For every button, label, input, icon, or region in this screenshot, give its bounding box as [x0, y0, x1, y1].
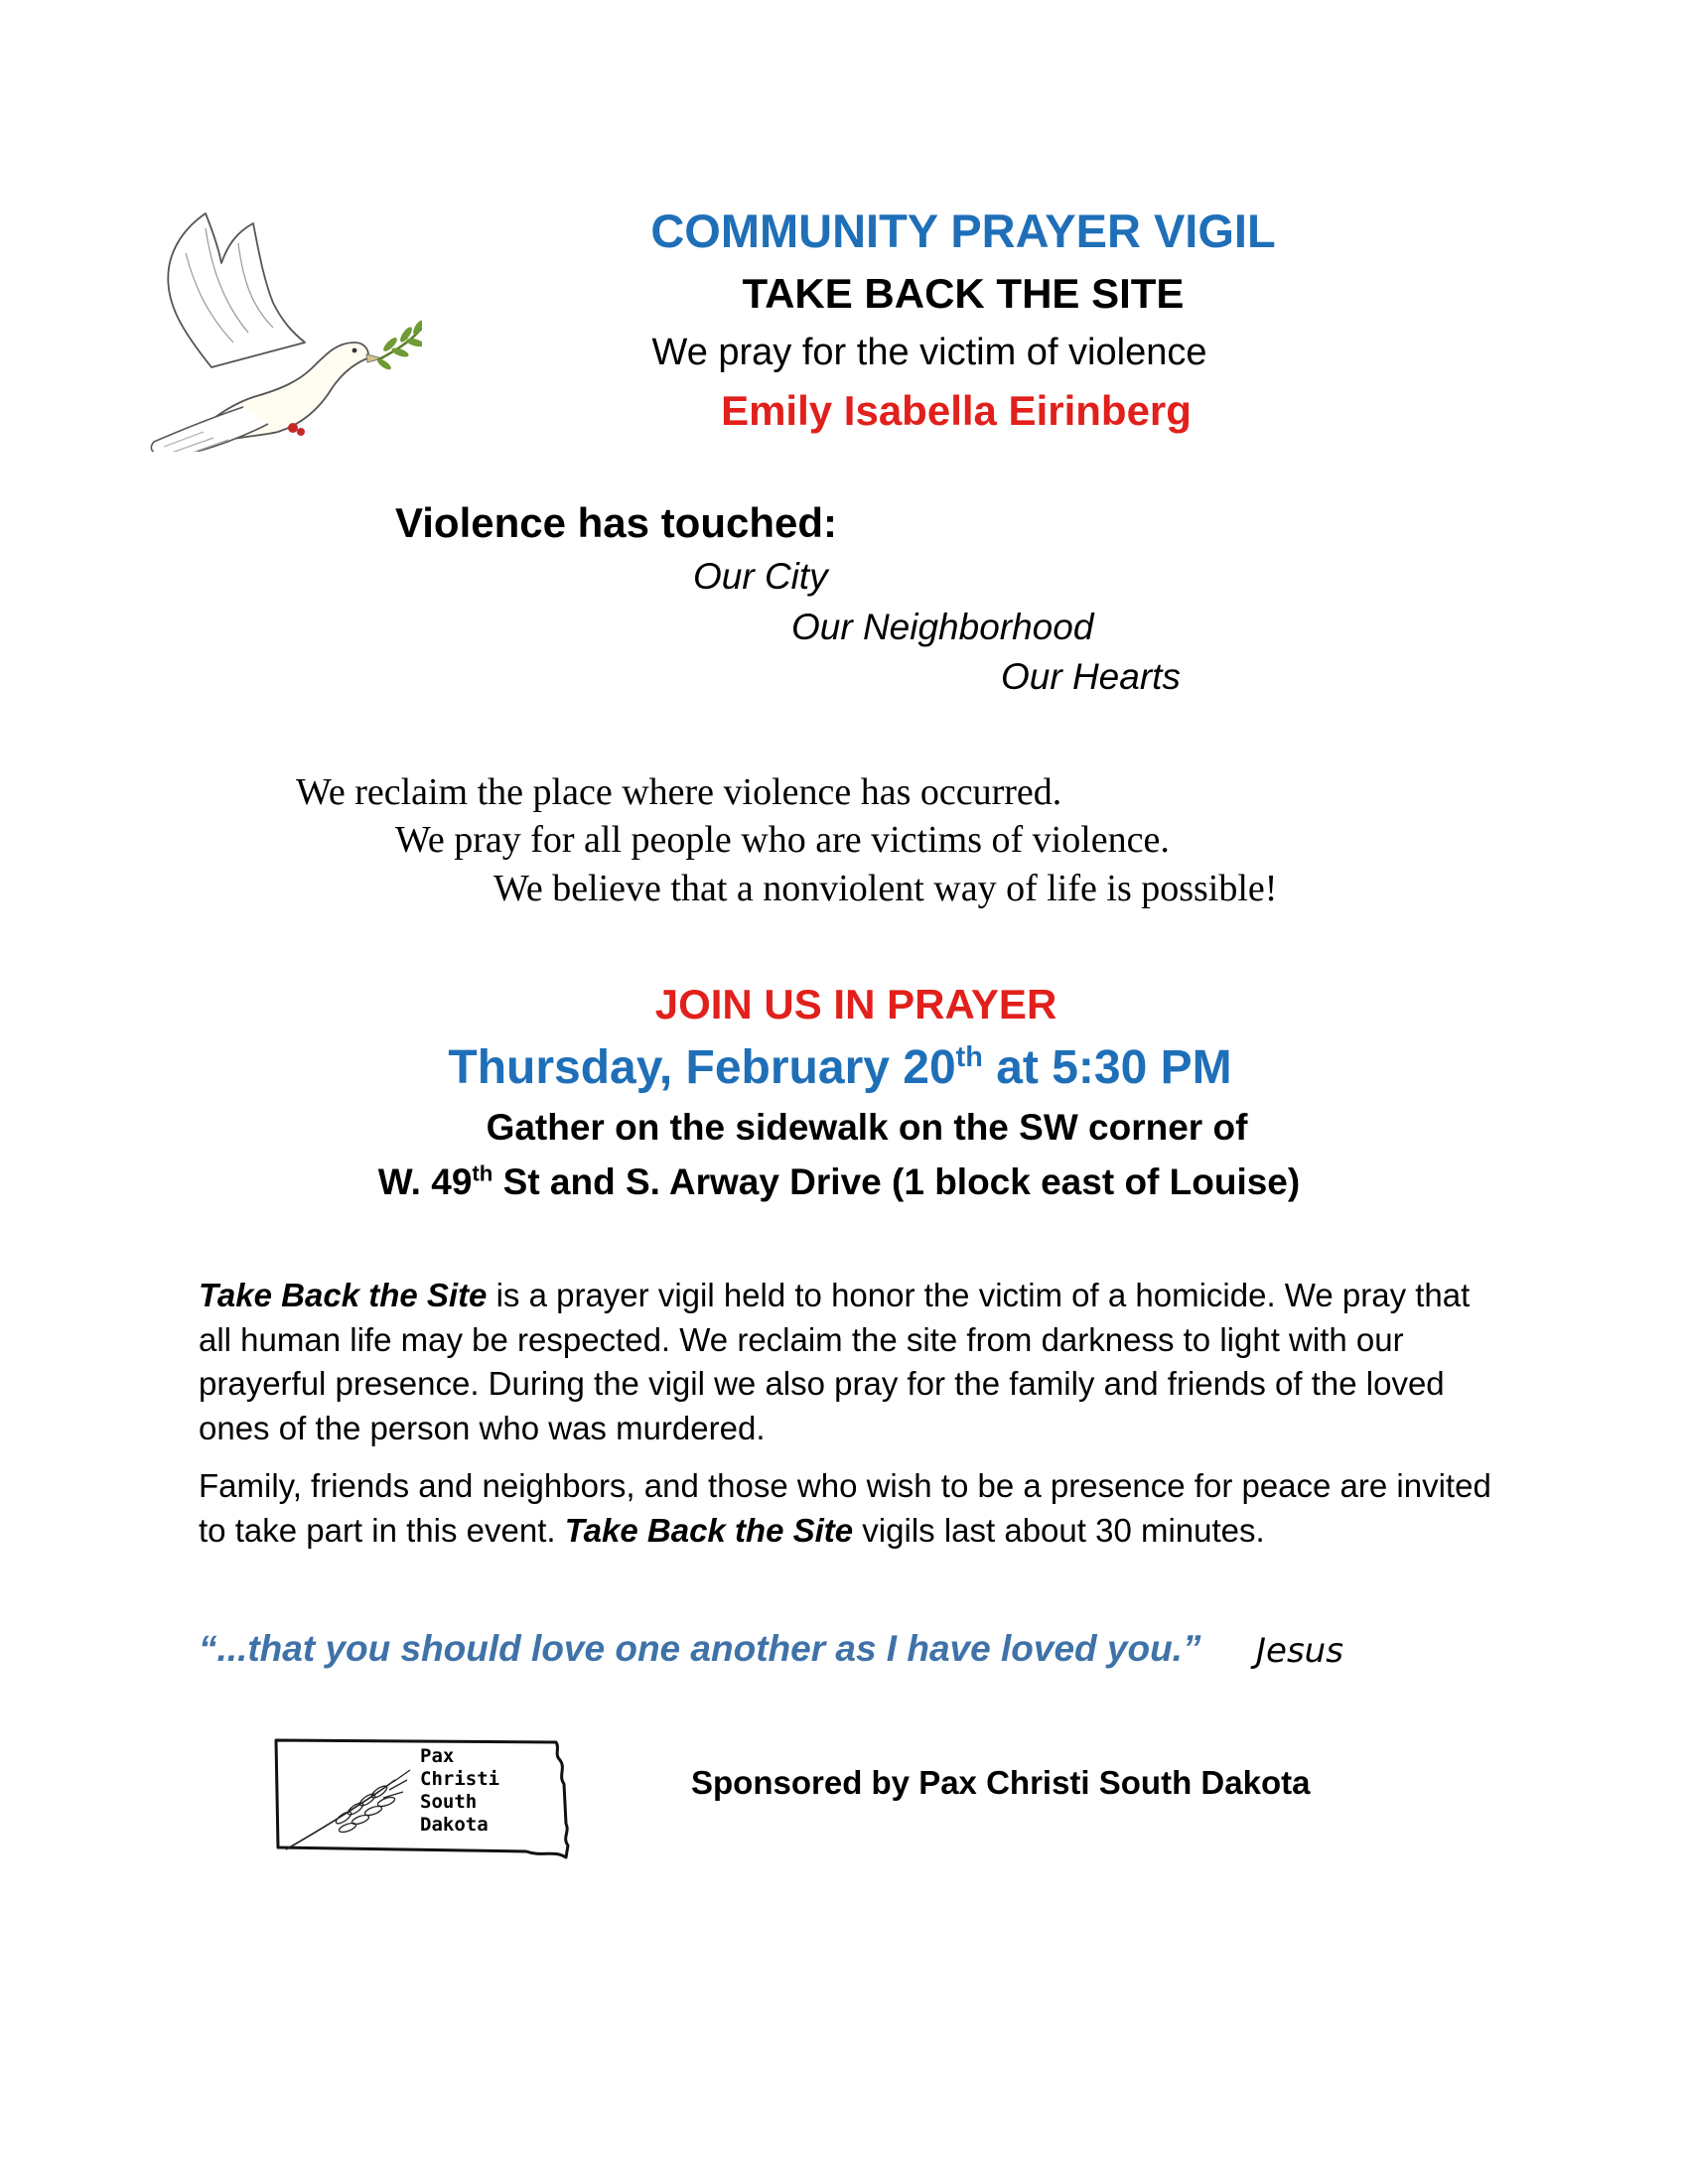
scripture-quote: “...that you should love one another as I have loved you.” [199, 1628, 1201, 1669]
pax-christi-logo [266, 1732, 574, 1861]
reclaim-line: We believe that a nonviolent way of life is possible! [493, 868, 1278, 909]
logo-text: South [420, 1791, 478, 1813]
description-paragraph-1: Take Back the Site is a prayer vigil held to honor the victim of a homicide. We pray that all human life may be respected. We reclaim the site from darkness to light with our prayerful presence. During the vigil we also pray for the family and friends of the loved ones of the person who was murdered. [199, 1277, 1471, 1446]
touched-heading: Violence has touched: [395, 499, 837, 546]
event-date: Thursday, February 20th at 5:30 PM [448, 1041, 1232, 1094]
event-location-line2: W. 49th St and S. Arway Drive (1 block east of Louise) [377, 1160, 1301, 1202]
description-paragraph-2: Family, friends and neighbors, and those who wish to be a presence for peace are invited to take part in this event. Take Back the Site vigils last about 30 minutes. [199, 1467, 1491, 1549]
touched-item: Our City [693, 556, 828, 597]
victim-intro: We pray for the victim of violence [651, 332, 1207, 373]
logo-text: Dakota [420, 1814, 489, 1836]
join-heading: JOIN US IN PRAYER [654, 981, 1057, 1027]
logo-text: Pax [420, 1745, 455, 1767]
reclaim-line: We pray for all people who are victims of violence. [395, 819, 1170, 861]
vigil-title: COMMUNITY PRAYER VIGIL [650, 205, 1276, 257]
dove-icon [94, 194, 422, 452]
touched-item: Our Neighborhood [791, 607, 1094, 647]
event-location-line1: Gather on the sidewalk on the SW corner of [486, 1107, 1248, 1148]
sponsor-line: Sponsored by Pax Christi South Dakota [691, 1764, 1311, 1801]
victim-name: Emily Isabella Eirinberg [721, 387, 1192, 434]
quote-attribution: Jesus [1256, 1631, 1343, 1671]
touched-item: Our Hearts [1001, 656, 1181, 697]
reclaim-line: We reclaim the place where violence has occurred. [296, 771, 1062, 813]
logo-text: Christi [420, 1768, 500, 1790]
description [199, 1274, 1499, 1553]
vigil-subtitle: TAKE BACK THE SITE [742, 270, 1185, 317]
